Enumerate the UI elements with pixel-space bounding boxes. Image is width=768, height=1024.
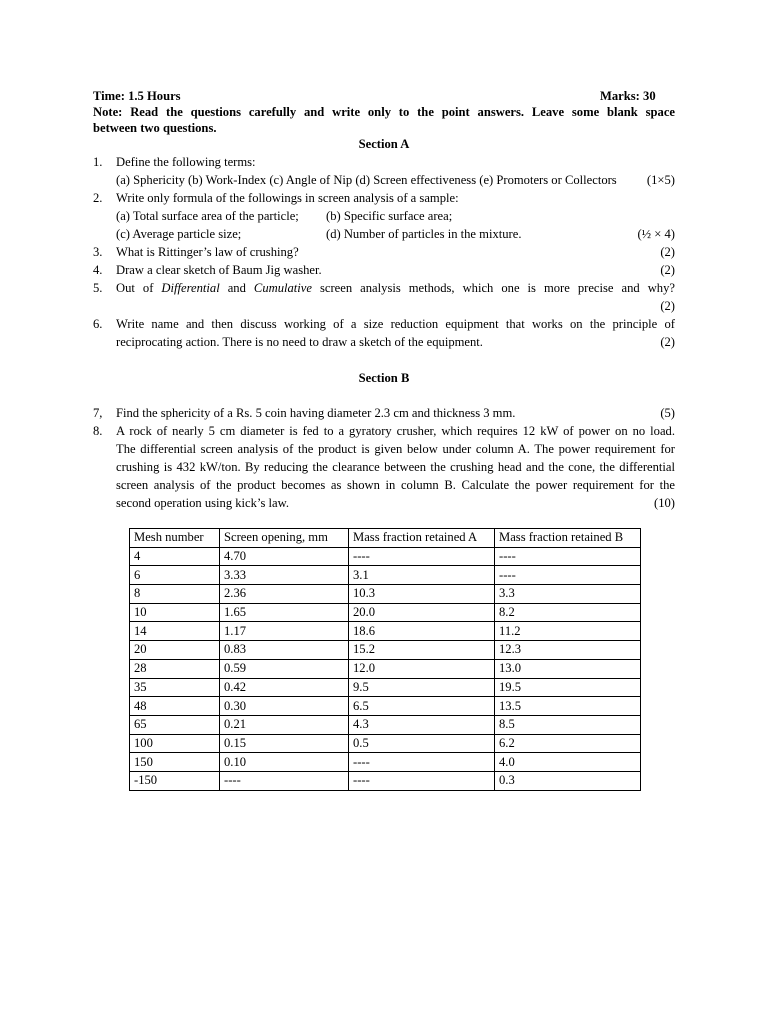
marks-label: Marks: 30 bbox=[600, 89, 656, 103]
q4-marks: (2) bbox=[660, 263, 675, 277]
mass-fraction-b-cell: ---- bbox=[495, 547, 641, 566]
table-header-row bbox=[130, 529, 641, 548]
q8-line-1: A rock of nearly 5 cm diameter is fed to a gyratory crusher, which requires 12 kW of power on no load. bbox=[116, 424, 675, 438]
q1-text: Define the following terms: bbox=[116, 155, 256, 169]
q7-marks: (5) bbox=[660, 406, 675, 420]
q2-item-c: (c) Average particle size; bbox=[116, 227, 242, 241]
mass-fraction-b-cell: ---- bbox=[495, 566, 641, 585]
mass-fraction-a-cell: 3.1 bbox=[349, 566, 495, 585]
table-row bbox=[130, 547, 641, 566]
q5-number: 5. bbox=[93, 281, 103, 295]
mesh-number-cell: -150 bbox=[130, 771, 220, 790]
screen-analysis-table bbox=[129, 528, 641, 791]
q8-number: 8. bbox=[93, 424, 103, 438]
mass-fraction-a-cell: 6.5 bbox=[349, 697, 495, 716]
q2-item-d: (d) Number of particles in the mixture. bbox=[326, 227, 522, 241]
mesh-number-cell: 100 bbox=[130, 734, 220, 753]
screen-opening-cell: 2.36 bbox=[220, 585, 349, 604]
q4-number: 4. bbox=[93, 263, 103, 277]
mass-fraction-b-cell: 6.2 bbox=[495, 734, 641, 753]
q2-text: Write only formula of the followings in screen analysis of a sample: bbox=[116, 191, 459, 205]
table-row bbox=[130, 715, 641, 734]
mesh-number-cell: 20 bbox=[130, 641, 220, 660]
q7-number: 7, bbox=[93, 406, 103, 420]
header-mesh-number: Mesh number bbox=[130, 529, 220, 548]
screen-opening-cell: 4.70 bbox=[220, 547, 349, 566]
mesh-number-cell: 6 bbox=[130, 566, 220, 585]
mesh-number-cell: 28 bbox=[130, 659, 220, 678]
q5-marks: (2) bbox=[660, 299, 675, 313]
screen-opening-cell: 3.33 bbox=[220, 566, 349, 585]
mesh-number-cell: 48 bbox=[130, 697, 220, 716]
note-line-1: Note: Read the questions carefully and write only to the point answers. Leave some blank space bbox=[93, 105, 675, 119]
screen-opening-cell: ---- bbox=[220, 771, 349, 790]
q1-sub-terms: (a) Sphericity (b) Work-Index (c) Angle of Nip (d) Screen effectiveness (e) Promoters or Collectors bbox=[116, 173, 617, 187]
mass-fraction-a-cell: 9.5 bbox=[349, 678, 495, 697]
table-row bbox=[130, 622, 641, 641]
mass-fraction-b-cell: 19.5 bbox=[495, 678, 641, 697]
q1-marks: (1×5) bbox=[646, 173, 675, 187]
table-row bbox=[130, 641, 641, 660]
note-line-2: between two questions. bbox=[93, 121, 217, 135]
mass-fraction-b-cell: 0.3 bbox=[495, 771, 641, 790]
mass-fraction-a-cell: ---- bbox=[349, 771, 495, 790]
q6-line-2: reciprocating action. There is no need to draw a sketch of the equipment. bbox=[116, 335, 483, 349]
q1-number: 1. bbox=[93, 155, 103, 169]
mass-fraction-b-cell: 8.2 bbox=[495, 603, 641, 622]
time-label: Time: 1.5 Hours bbox=[93, 89, 181, 103]
mass-fraction-b-cell: 3.3 bbox=[495, 585, 641, 604]
mass-fraction-a-cell: ---- bbox=[349, 753, 495, 772]
mesh-number-cell: 35 bbox=[130, 678, 220, 697]
mass-fraction-b-cell: 4.0 bbox=[495, 753, 641, 772]
q4-text: Draw a clear sketch of Baum Jig washer. bbox=[116, 263, 322, 277]
mass-fraction-b-cell: 11.2 bbox=[495, 622, 641, 641]
table-row bbox=[130, 566, 641, 585]
screen-opening-cell: 0.30 bbox=[220, 697, 349, 716]
section-a-title: Section A bbox=[358, 137, 410, 151]
table-row bbox=[130, 678, 641, 697]
table-row bbox=[130, 753, 641, 772]
screen-opening-cell: 0.59 bbox=[220, 659, 349, 678]
header-mass-fraction-b: Mass fraction retained B bbox=[495, 529, 641, 548]
table-row bbox=[130, 697, 641, 716]
screen-opening-cell: 0.15 bbox=[220, 734, 349, 753]
mesh-number-cell: 10 bbox=[130, 603, 220, 622]
q7-text: Find the sphericity of a Rs. 5 coin having diameter 2.3 cm and thickness 3 mm. bbox=[116, 406, 516, 420]
q6-line-1: Write name and then discuss working of a size reduction equipment that works on the principle of bbox=[116, 317, 675, 331]
q8-marks: (10) bbox=[654, 496, 675, 510]
table-row bbox=[130, 603, 641, 622]
q2-item-b: (b) Specific surface area; bbox=[326, 209, 453, 223]
mass-fraction-a-cell: 4.3 bbox=[349, 715, 495, 734]
mass-fraction-b-cell: 13.5 bbox=[495, 697, 641, 716]
q8-line-4: screen analysis of the product becomes as shown in column B. Calculate the power requirement for the bbox=[116, 478, 675, 492]
screen-opening-cell: 1.17 bbox=[220, 622, 349, 641]
mass-fraction-a-cell: ---- bbox=[349, 547, 495, 566]
mesh-number-cell: 4 bbox=[130, 547, 220, 566]
mesh-number-cell: 8 bbox=[130, 585, 220, 604]
header-screen-opening: Screen opening, mm bbox=[220, 529, 349, 548]
mass-fraction-a-cell: 15.2 bbox=[349, 641, 495, 660]
mass-fraction-b-cell: 13.0 bbox=[495, 659, 641, 678]
q8-line-3: crushing is 432 kW/ton. By reducing the clearance between the crushing head and the cone, the differential bbox=[116, 460, 675, 474]
header-mass-fraction-a: Mass fraction retained A bbox=[349, 529, 495, 548]
table-row bbox=[130, 771, 641, 790]
mass-fraction-a-cell: 20.0 bbox=[349, 603, 495, 622]
mesh-number-cell: 14 bbox=[130, 622, 220, 641]
mass-fraction-a-cell: 18.6 bbox=[349, 622, 495, 641]
table-row bbox=[130, 585, 641, 604]
q8-line-2: The differential screen analysis of the product is given below under column A. The power requirement for bbox=[116, 442, 675, 456]
q2-marks: (½ × 4) bbox=[637, 227, 675, 241]
table-row bbox=[130, 659, 641, 678]
screen-opening-cell: 0.21 bbox=[220, 715, 349, 734]
q2-number: 2. bbox=[93, 191, 103, 205]
q5-text: Out of Differential and Cumulative screen analysis methods, which one is more precise and why? bbox=[116, 281, 675, 295]
q3-text: What is Rittinger’s law of crushing? bbox=[116, 245, 299, 259]
screen-opening-cell: 0.83 bbox=[220, 641, 349, 660]
screen-opening-cell: 0.10 bbox=[220, 753, 349, 772]
q2-item-a: (a) Total surface area of the particle; bbox=[116, 209, 299, 223]
mesh-number-cell: 65 bbox=[130, 715, 220, 734]
screen-opening-cell: 1.65 bbox=[220, 603, 349, 622]
mass-fraction-a-cell: 0.5 bbox=[349, 734, 495, 753]
screen-opening-cell: 0.42 bbox=[220, 678, 349, 697]
mass-fraction-a-cell: 10.3 bbox=[349, 585, 495, 604]
section-b-title: Section B bbox=[358, 371, 410, 385]
mass-fraction-a-cell: 12.0 bbox=[349, 659, 495, 678]
q6-marks: (2) bbox=[660, 335, 675, 349]
q3-marks: (2) bbox=[660, 245, 675, 259]
q8-line-5: second operation using kick’s law. bbox=[116, 496, 290, 510]
mesh-number-cell: 150 bbox=[130, 753, 220, 772]
mass-fraction-b-cell: 8.5 bbox=[495, 715, 641, 734]
q3-number: 3. bbox=[93, 245, 103, 259]
mass-fraction-b-cell: 12.3 bbox=[495, 641, 641, 660]
table-row bbox=[130, 734, 641, 753]
q6-number: 6. bbox=[93, 317, 103, 331]
